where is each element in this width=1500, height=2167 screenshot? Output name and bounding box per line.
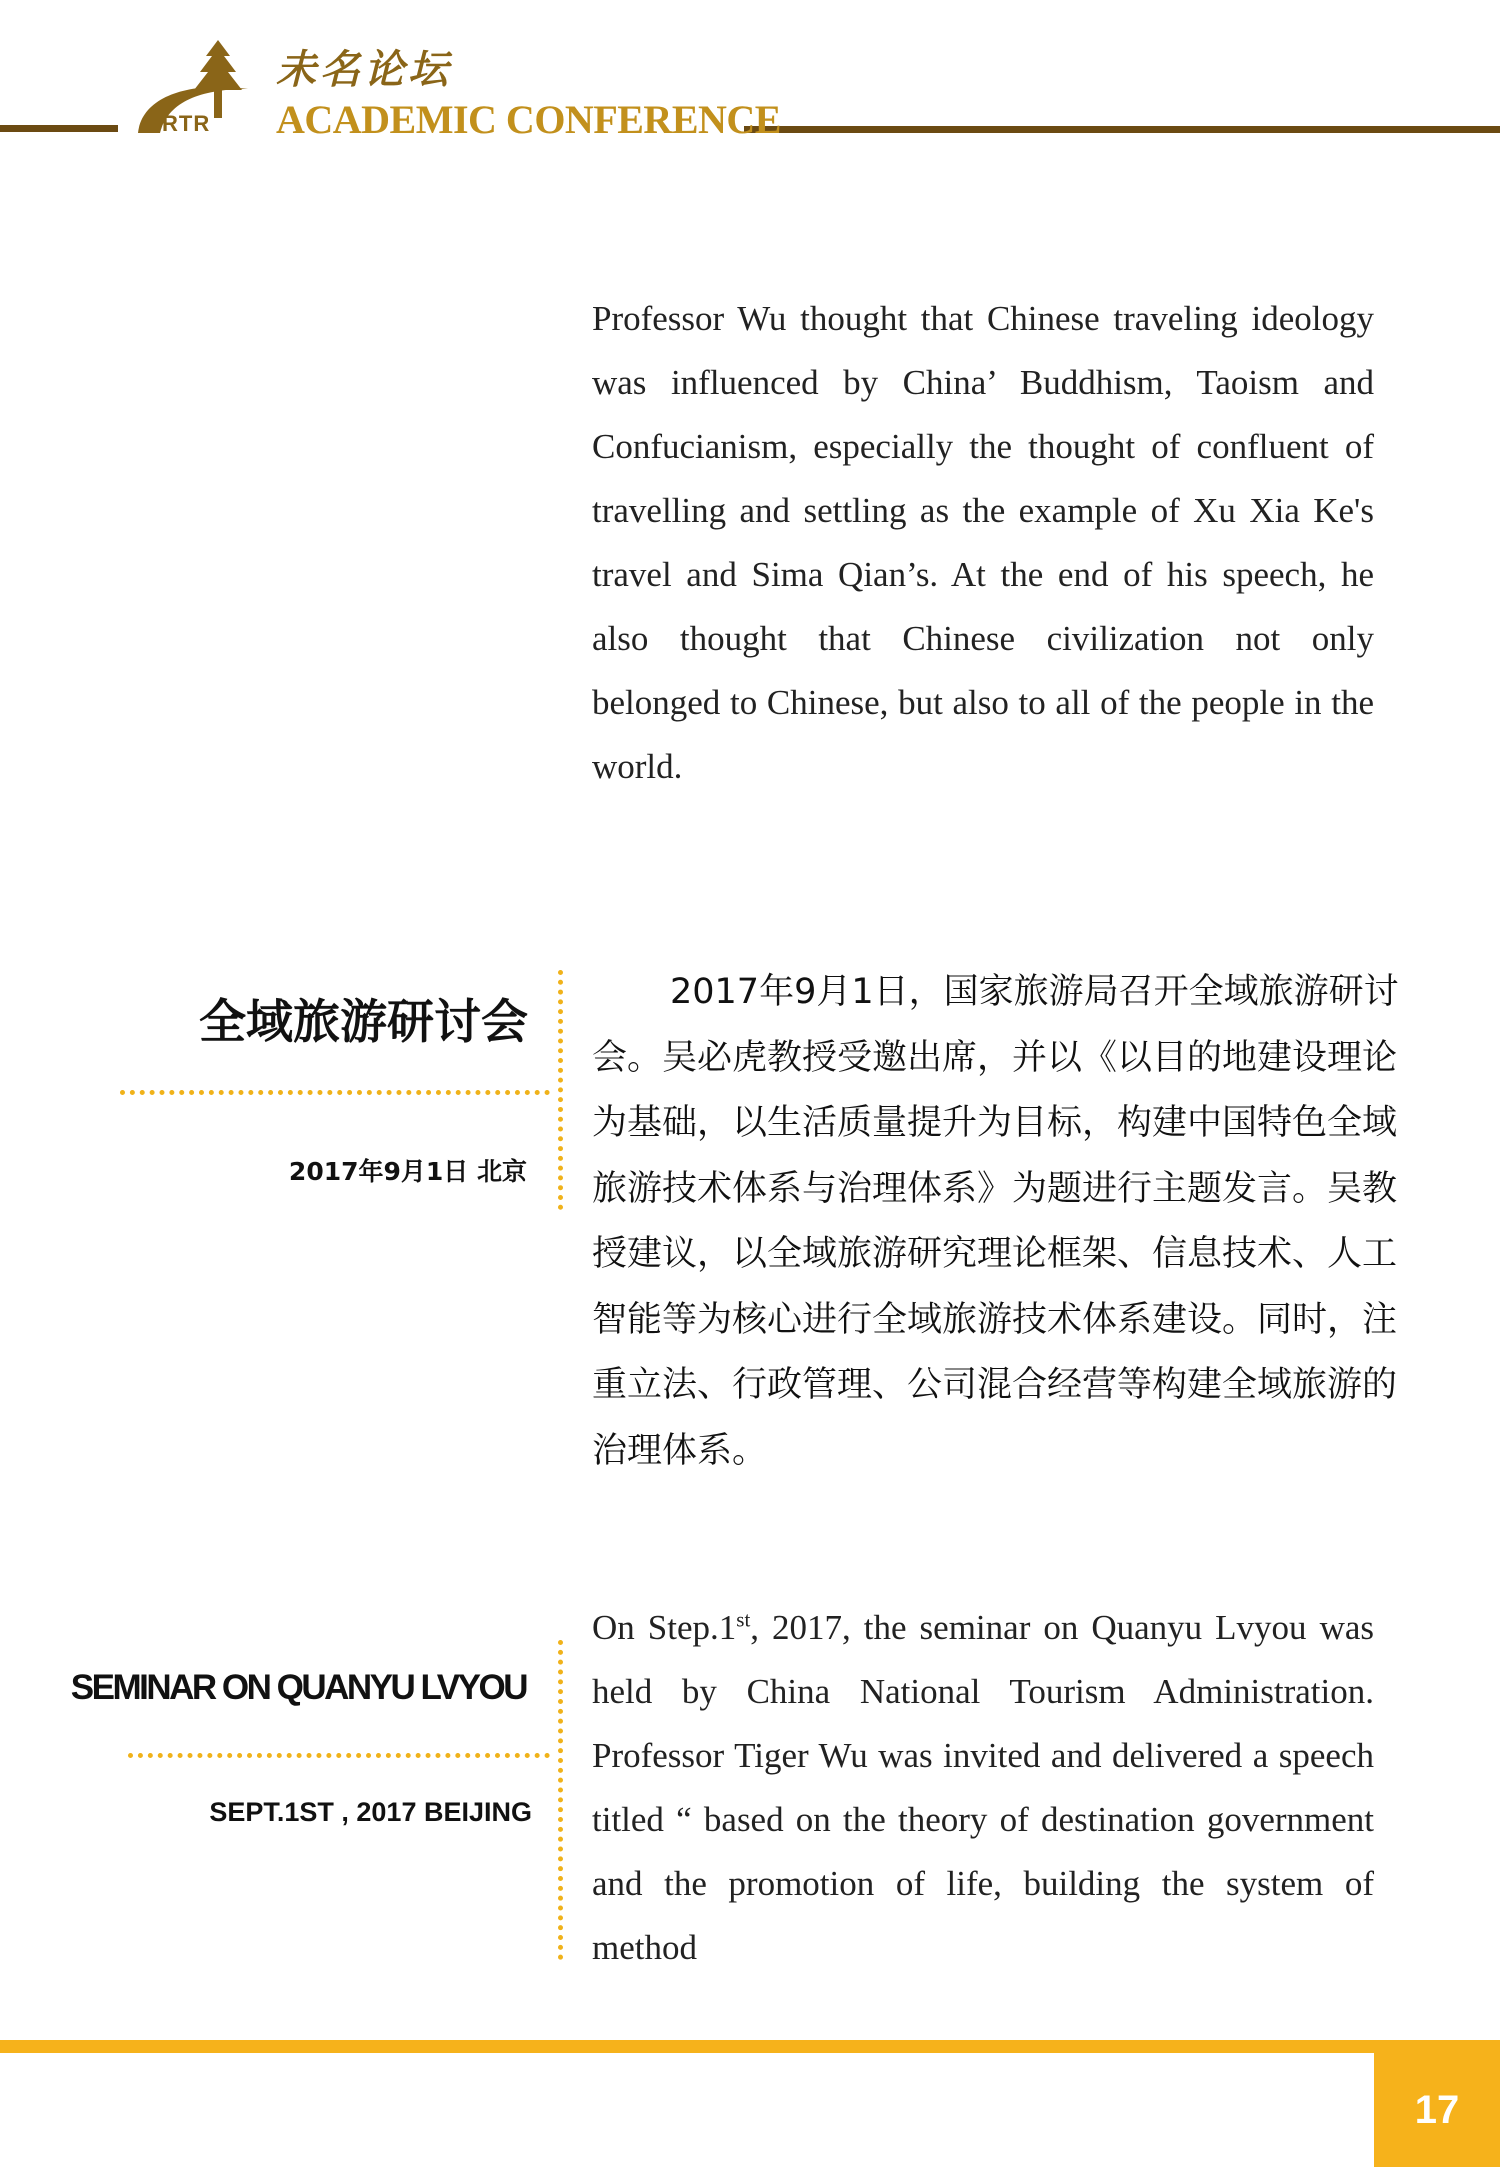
- continuation-paragraph: Professor Wu thought that Chinese traveling ideology was influenced by China’ Buddhism, Taoism and Confucianism, especially the thought of confluent of travelling and settling as the example of Xu Xia Ke's travel and Sima Qian’s. At the end of his speech, he also thought that Chinese civilization not only belonged to Chinese, but also to all of the people in the world.: [592, 299, 1374, 786]
- dotted-divider-vertical: [558, 1640, 563, 1960]
- paragraph-rest: , 2017, the seminar on Quanyu Lvyou was held by China National Tourism Administration. Professor Tiger Wu was invited and delivered a speech titled “ based on the theory of destination government and the promotion of life, building the system of method: [592, 1608, 1374, 1967]
- section-paragraph-cn: 2017年9月1日，国家旅游局召开全域旅游研讨会。吴必虎教授受邀出席，并以《以目的地建设理论为基础，以生活质量提升为目标，构建中国特色全域旅游技术体系与治理体系》为题进行主题发言。吴教授建议，以全域旅游研究理论框架、信息技术、人工智能等为核心进行全域旅游技术体系建设。同时，注重立法、行政管理、公司混合经营等构建全域旅游的治理体系。: [592, 972, 1399, 1471]
- section-date-en: SEPT.1ST , 2017 BEIJING: [209, 1797, 532, 1827]
- pine-tree-icon: [186, 38, 250, 120]
- dotted-divider-horizontal: [120, 1090, 550, 1095]
- dotted-divider-vertical: [558, 970, 563, 1210]
- logo-english-name: ACADEMIC CONFERENCE: [276, 97, 781, 142]
- section-date-cn: 2017年9月1日 北京: [288, 1157, 527, 1186]
- ordinal-suffix: st: [736, 1607, 751, 1632]
- dotted-divider-horizontal: [128, 1753, 550, 1758]
- page-number-box: [1374, 2053, 1500, 2167]
- footer-bar: [0, 2040, 1500, 2053]
- page-header: [0, 0, 1500, 160]
- logo-initials: RTR: [162, 111, 211, 136]
- header-rule-left: [0, 125, 118, 132]
- page-number: 17: [1414, 2087, 1460, 2132]
- logo-chinese-name: 未名论坛: [276, 46, 452, 93]
- header-rule-right: [744, 126, 1500, 133]
- section-paragraph-en: [592, 1596, 1374, 1980]
- section-title-en: SEMINAR ON QUANYU LVYOU: [70, 1668, 526, 1707]
- section-title-cn: 全域旅游研讨会: [199, 995, 528, 1050]
- paragraph-start: On Step.1: [592, 1608, 737, 1647]
